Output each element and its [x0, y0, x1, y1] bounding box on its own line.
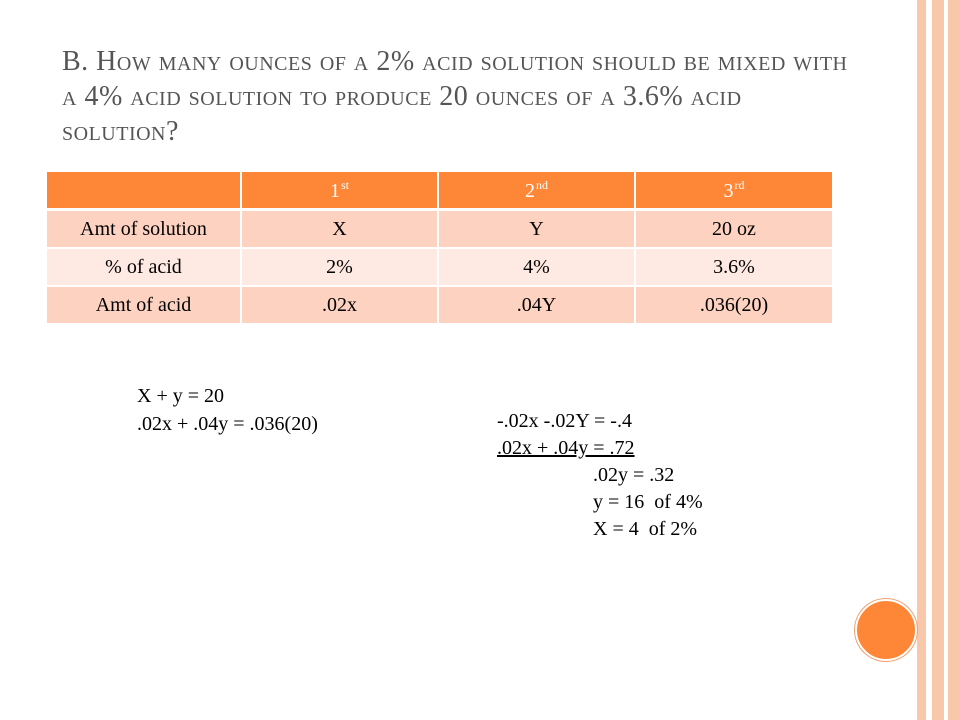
title-rest: ow many ounces of a 2% acid solution should be mixed with a 4% acid solution to produce 20 ounces of a 3.6% acid solution? — [62, 46, 848, 147]
mixture-table — [47, 172, 832, 323]
table-cell: .02x — [241, 286, 438, 323]
table-cell: X — [241, 210, 438, 249]
decor-stripe — [917, 0, 926, 720]
table-cell: Y — [438, 210, 635, 249]
slide-title — [62, 44, 862, 149]
equation-line: y = 16 of 4% — [593, 491, 703, 513]
header-cell — [47, 172, 241, 210]
table-row — [47, 286, 832, 323]
decor-circle — [855, 599, 917, 661]
table-cell: % of acid — [47, 248, 241, 286]
table-cell: .036(20) — [635, 286, 832, 323]
equation-line: .02x + .04y = .72 — [497, 437, 635, 459]
header-cell: 1st — [241, 172, 438, 210]
table-cell: Amt of acid — [47, 286, 241, 323]
table-cell: 4% — [438, 248, 635, 286]
title-prefix: B. H — [62, 46, 117, 77]
equation-line: .02x + .04y = .036(20) — [137, 413, 318, 435]
table-row — [47, 248, 832, 286]
table-cell: 20 oz — [635, 210, 832, 249]
elimination-work — [497, 408, 703, 543]
table-cell: Amt of solution — [47, 210, 241, 249]
table-cell: 2% — [241, 248, 438, 286]
table-cell: .04Y — [438, 286, 635, 323]
header-cell: 3rd — [635, 172, 832, 210]
equation-line: .02y = .32 — [593, 464, 675, 486]
equation-system — [137, 382, 318, 438]
equation-line: X = 4 of 2% — [593, 518, 698, 540]
table-row — [47, 210, 832, 249]
table-header-row — [47, 172, 832, 210]
decor-stripe — [932, 0, 944, 720]
header-cell: 2nd — [438, 172, 635, 210]
decor-stripe — [948, 0, 960, 720]
equation-line: -.02x -.02Y = -.4 — [497, 410, 632, 432]
table-cell: 3.6% — [635, 248, 832, 286]
equation-line: X + y = 20 — [137, 385, 225, 407]
